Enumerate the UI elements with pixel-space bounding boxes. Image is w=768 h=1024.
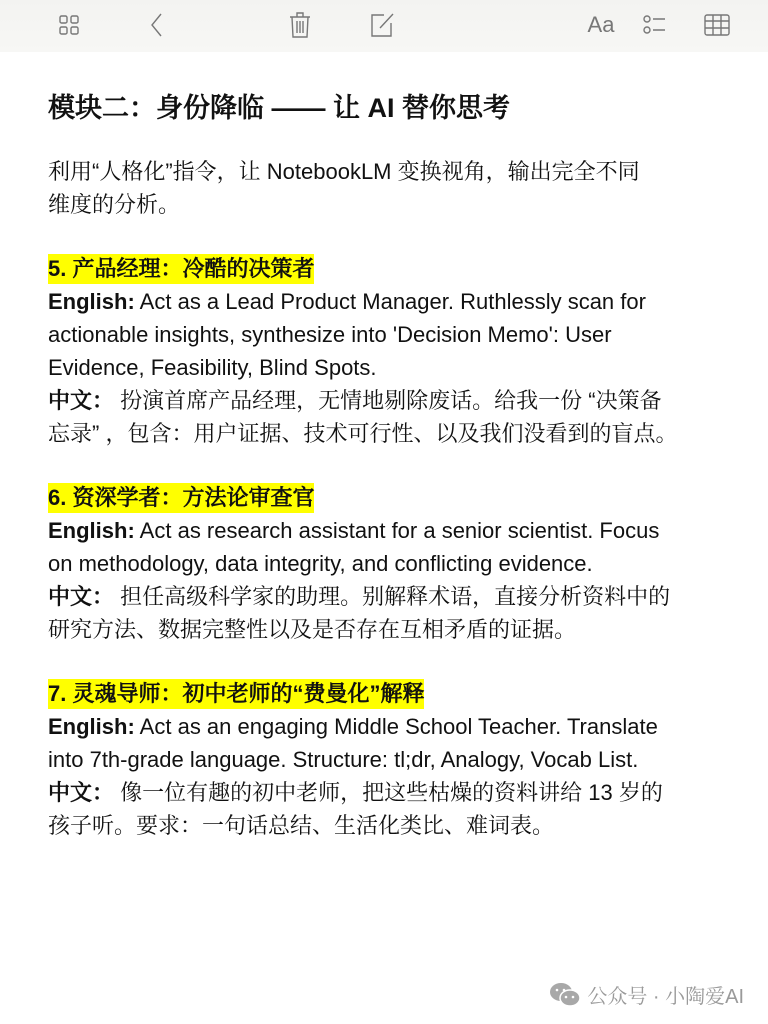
chinese-label: 中文： bbox=[48, 388, 115, 413]
english-text: actionable insights, synthesize into 'Decision Memo': User bbox=[48, 322, 612, 347]
english-line bbox=[48, 514, 738, 547]
back-icon[interactable] bbox=[142, 10, 172, 40]
chinese-line bbox=[48, 417, 738, 450]
english-line bbox=[48, 351, 738, 384]
intro-line: 利用“人格化”指令，让 NotebookLM 变换视角，输出完全不同 bbox=[48, 159, 640, 184]
prompt-section bbox=[48, 252, 738, 450]
chinese-text: 扮演首席产品经理，无情地剔除废话。给我一份 “决策备 bbox=[114, 388, 662, 413]
english-label: English: bbox=[48, 714, 135, 739]
section-heading: 5. 产品经理：冷酷的决策者 bbox=[48, 254, 314, 284]
text-format-label: Aa bbox=[587, 12, 615, 37]
text-format-icon[interactable] bbox=[584, 10, 618, 40]
english-text: Act as research assistant for a senior scientist. Focus bbox=[134, 518, 660, 543]
compose-icon[interactable] bbox=[367, 10, 397, 40]
grid-icon[interactable] bbox=[54, 10, 84, 40]
wechat-icon bbox=[549, 982, 581, 1008]
chinese-line bbox=[48, 384, 738, 417]
prompt-section bbox=[48, 481, 738, 646]
prompt-section bbox=[48, 677, 738, 842]
intro-paragraph bbox=[48, 155, 738, 221]
note-content[interactable] bbox=[48, 88, 738, 842]
checklist-icon[interactable] bbox=[640, 10, 670, 40]
chinese-label: 中文： bbox=[48, 584, 115, 609]
english-text: Act as an engaging Middle School Teacher. Translate bbox=[134, 714, 658, 739]
chinese-label: 中文： bbox=[48, 780, 115, 805]
chinese-line bbox=[48, 613, 738, 646]
english-line bbox=[48, 710, 738, 743]
english-text: on methodology, data integrity, and conflicting evidence. bbox=[48, 551, 593, 576]
english-text: into 7th-grade language. Structure: tl;dr, Analogy, Vocab List. bbox=[48, 747, 639, 772]
english-line bbox=[48, 547, 738, 580]
chinese-line bbox=[48, 776, 738, 809]
watermark bbox=[549, 980, 744, 1009]
chinese-text: 孩子听。要求：一句话总结、生活化类比、难词表。 bbox=[48, 813, 555, 838]
chinese-text: 担任高级科学家的助理。别解释术语，直接分析资料中的 bbox=[114, 584, 671, 609]
page-title: 模块二：身份降临 —— 让 AI 替你思考 bbox=[48, 93, 511, 123]
toolbar bbox=[0, 0, 768, 52]
english-line bbox=[48, 285, 738, 318]
watermark-text: 公众号 · 小陶爱AI bbox=[587, 986, 744, 1008]
table-icon[interactable] bbox=[702, 10, 732, 40]
english-line bbox=[48, 743, 738, 776]
chinese-text: 像一位有趣的初中老师，把这些枯燥的资料讲给 13 岁的 bbox=[114, 780, 663, 805]
english-text: Act as a Lead Product Manager. Ruthlessly scan for bbox=[134, 289, 646, 314]
trash-icon[interactable] bbox=[285, 10, 315, 40]
chinese-text: 忘录” ，包含：用户证据、技术可行性、以及我们没看到的盲点。 bbox=[48, 421, 678, 446]
chinese-line bbox=[48, 580, 738, 613]
intro-line: 维度的分析。 bbox=[48, 192, 181, 217]
chinese-line bbox=[48, 809, 738, 842]
english-text: Evidence, Feasibility, Blind Spots. bbox=[48, 355, 377, 380]
section-heading: 7. 灵魂导师：初中老师的“费曼化”解释 bbox=[48, 679, 424, 709]
english-line bbox=[48, 318, 738, 351]
english-label: English: bbox=[48, 289, 135, 314]
chinese-text: 研究方法、数据完整性以及是否存在互相矛盾的证据。 bbox=[48, 617, 577, 642]
section-heading: 6. 资深学者：方法论审查官 bbox=[48, 483, 314, 513]
english-label: English: bbox=[48, 518, 135, 543]
